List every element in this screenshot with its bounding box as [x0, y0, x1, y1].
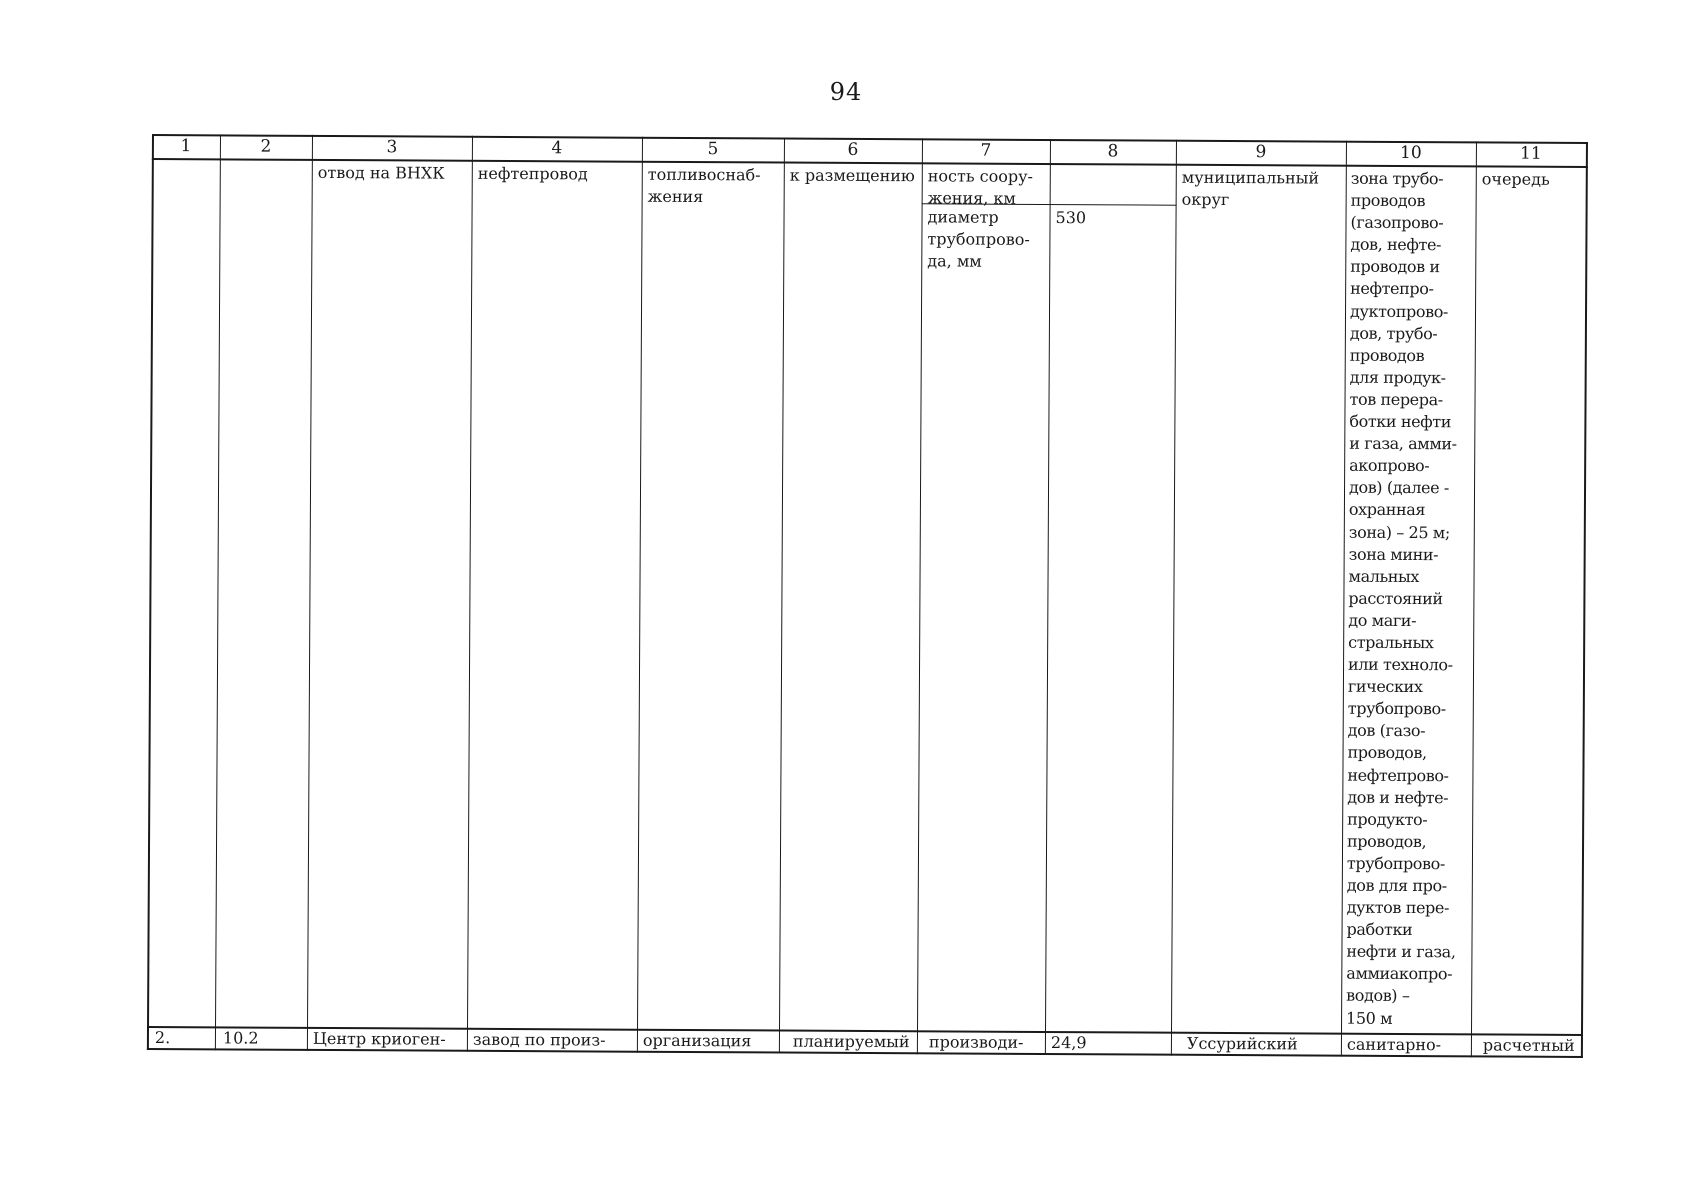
cell-protection-zone: зона трубо- проводов (газопрово- дов, нефте- проводов и нефтепро- дуктопрово- дов, трубо- проводов для продук- тов перера- ботки нефти и газа, амми- акопрово- дов) (далее - охранная зона) – 25 м; зона мини- мальных расстояний до маги- стральных или техноло- гических трубопрово- дов (газо- проводов, нефтепрово- дов и нефте- продукто- проводов, трубопрово- дов для про- дуктов пере- работки нефти и газа, аммиакопро- водов) – 150 м: [1346, 168, 1457, 1028]
col-border-5: [779, 138, 785, 1054]
col-border-4: [637, 137, 643, 1053]
cell-row-object-type: завод по произ-: [472, 1029, 606, 1050]
header-col-9: 9: [1255, 142, 1267, 163]
header-col-7: 7: [980, 140, 992, 161]
col-border-8: [1171, 140, 1177, 1056]
cell-row-characteristic: производи-: [928, 1032, 1024, 1052]
cell-municipality: муниципальный округ: [1181, 167, 1320, 210]
cell-object-type: нефтепровод: [477, 163, 588, 184]
cell-value-diameter: 530: [1055, 208, 1087, 228]
col-border-3: [467, 136, 473, 1052]
cell-row-value: 24,9: [1050, 1033, 1087, 1053]
header-col-11: 11: [1520, 143, 1542, 164]
col-border-0: [147, 134, 154, 1050]
header-col-10: 10: [1400, 142, 1422, 164]
cell-row-municipality: Уссурийский: [1186, 1033, 1298, 1054]
page-number: 94: [829, 78, 863, 106]
col-border-11: [1581, 142, 1588, 1058]
cell-row-status: планируемый: [792, 1031, 910, 1052]
col-border-7: [1045, 139, 1051, 1055]
col-border-1: [215, 134, 221, 1050]
header-col-8: 8: [1107, 141, 1119, 162]
header-col-4: 4: [551, 138, 563, 159]
cell-row-purpose: организация: [642, 1030, 752, 1051]
cell-row-stage: расчетный: [1482, 1035, 1575, 1055]
data-table: [147, 134, 1588, 1064]
header-col-6: 6: [847, 139, 859, 160]
header-col-3: 3: [386, 137, 398, 158]
cell-row-code: 10.2: [222, 1028, 259, 1048]
header-col-1: 1: [180, 136, 192, 157]
cell-object-name: отвод на ВНХК: [317, 162, 445, 183]
header-col-2: 2: [260, 136, 272, 157]
cell-row-object-name: Центр криоген-: [312, 1028, 446, 1049]
col-border-2: [307, 135, 313, 1051]
header-col-5: 5: [707, 139, 719, 160]
cell-row-number: 2.: [154, 1028, 171, 1048]
cell-status: к размещению: [789, 165, 915, 186]
col-border-6: [917, 138, 923, 1054]
cell-row-zone: санитарно-: [1346, 1034, 1442, 1055]
cell-stage: очередь: [1481, 169, 1550, 189]
cell-characteristic-diameter: диаметр трубопрово- да, мм: [927, 207, 1030, 271]
cell-purpose: топливоснаб- жения: [647, 164, 761, 207]
cell-value-length: [1056, 166, 1174, 167]
cell-characteristic-length: ность соору- жения, км: [927, 166, 1034, 208]
